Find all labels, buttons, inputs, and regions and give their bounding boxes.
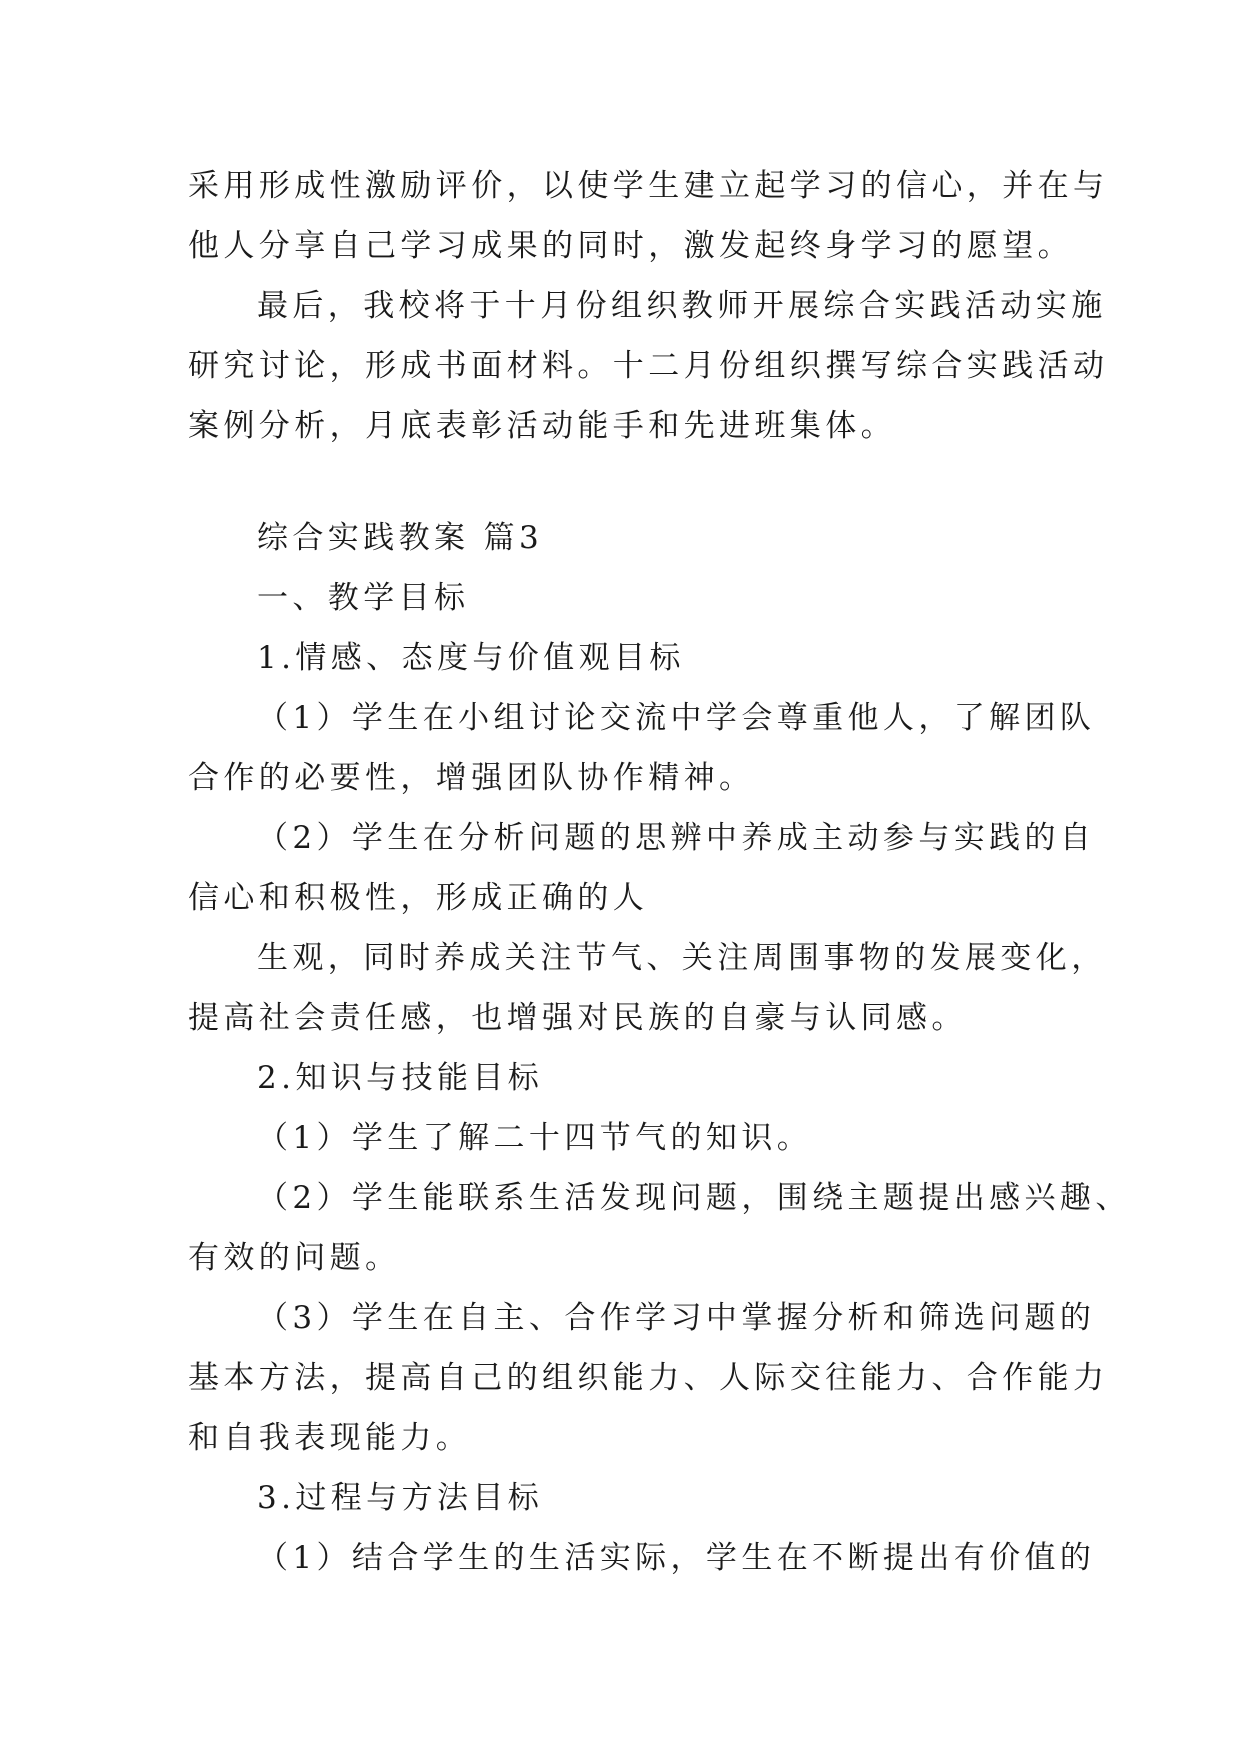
paragraph-line: （3）学生在自主、合作学习中掌握分析和筛选问题的 (257, 1300, 1096, 1336)
paragraph-line: 案例分析，月底表彰活动能手和先进班集体。 (188, 408, 896, 444)
paragraph-line: （1）学生了解二十四节气的知识。 (257, 1120, 813, 1156)
paragraph-line: （1）学生在小组讨论交流中学会尊重他人，了解团队 (257, 700, 1096, 736)
objective-heading: 1.情感、态度与价值观目标 (257, 640, 685, 676)
paragraph-line: 生观，同时养成关注节气、关注周围事物的发展变化， (257, 940, 1107, 976)
paragraph-line: 提高社会责任感，也增强对民族的自豪与认同感。 (188, 1000, 967, 1036)
paragraph-line: （2）学生能联系生活发现问题，围绕主题提出感兴趣、 (257, 1180, 1131, 1216)
paragraph-line: （2）学生在分析问题的思辨中养成主动参与实践的自 (257, 820, 1096, 856)
objective-heading: 2.知识与技能目标 (257, 1060, 544, 1096)
paragraph-line: 研究讨论，形成书面材料。十二月份组织撰写综合实践活动 (188, 348, 1109, 384)
paragraph-line: 信心和积极性，形成正确的人 (188, 880, 649, 916)
paragraph-line: 采用形成性激励评价，以使学生建立起学习的信心，并在与 (188, 168, 1109, 204)
section-subheading: 一、教学目标 (257, 580, 470, 616)
paragraph-line: 和自我表现能力。 (188, 1420, 472, 1456)
section-heading: 综合实践教案 篇3 (257, 520, 544, 556)
paragraph-line: 他人分享自己学习成果的同时，激发起终身学习的愿望。 (188, 228, 1073, 264)
paragraph-line: 合作的必要性，增强团队协作精神。 (188, 760, 755, 796)
objective-heading: 3.过程与方法目标 (257, 1480, 544, 1516)
paragraph-line: 有效的问题。 (188, 1240, 401, 1276)
paragraph-line: （1）结合学生的生活实际，学生在不断提出有价值的 (257, 1540, 1096, 1576)
paragraph-line: 基本方法，提高自己的组织能力、人际交往能力、合作能力 (188, 1360, 1109, 1396)
paragraph-line: 最后，我校将于十月份组织教师开展综合实践活动实施 (257, 288, 1107, 324)
